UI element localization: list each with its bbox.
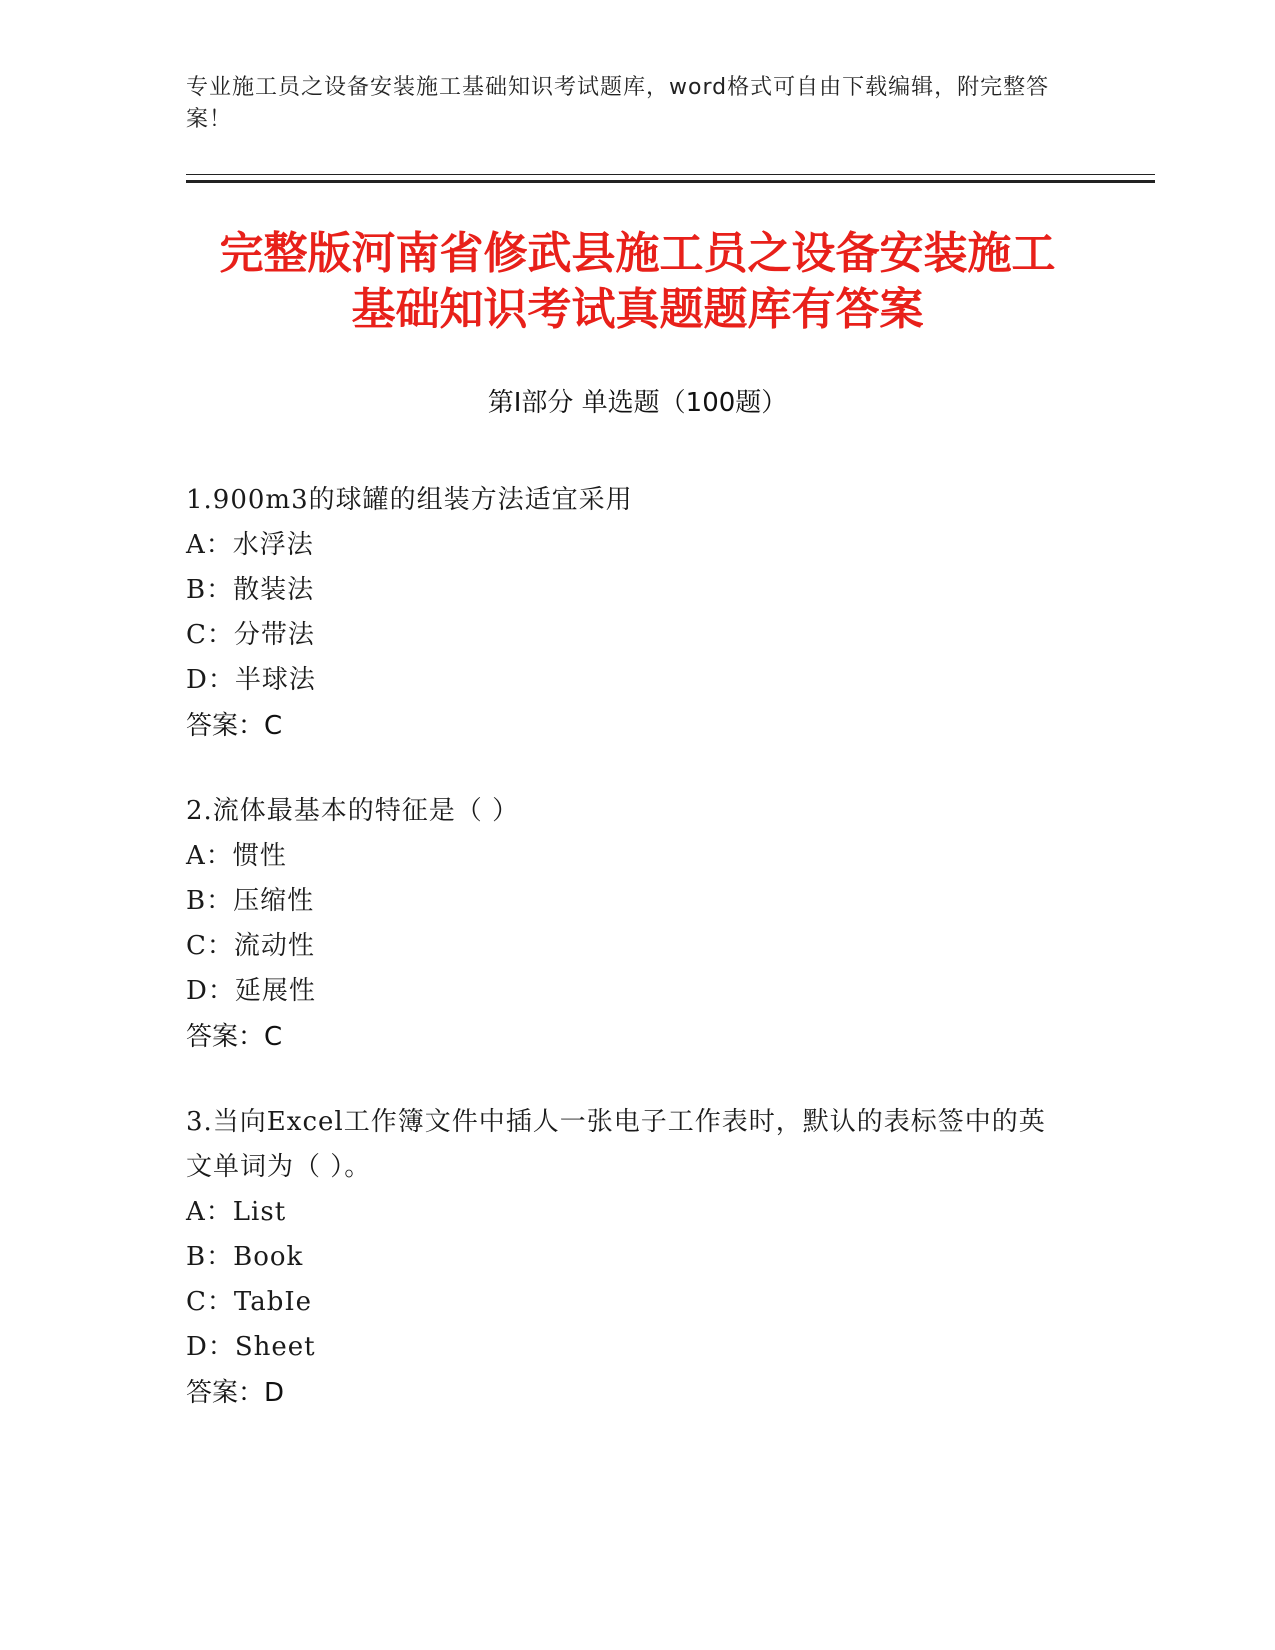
option-c: C：TabIe [186, 1287, 313, 1317]
option-b: B：压缩性 [186, 886, 315, 916]
section-title: 第I部分 单选题（100题） [487, 388, 788, 418]
answer: 答案：C [186, 1022, 283, 1052]
option-b: B：散装法 [186, 575, 315, 605]
option-c: C：流动性 [186, 931, 315, 961]
question-stem: 3.当向Excel工作簿文件中插人一张电子工作表时，默认的表标签中的英文单词为（ ）。 [186, 1107, 1046, 1182]
answer: 答案：D [186, 1378, 285, 1408]
header-note: 专业施工员之设备安装施工基础知识考试题库，word格式可自由下载编辑，附完整答案！ [186, 75, 1050, 132]
option-a: A：水浮法 [186, 530, 314, 560]
option-d: D：半球法 [186, 665, 316, 695]
option-d: D：Sheet [186, 1332, 316, 1362]
question-list [186, 478, 1066, 1456]
question-stem: 1.900m3的球罐的组装方法适宜采用 [186, 485, 633, 515]
header-rule-thick [186, 180, 1155, 183]
answer: 答案：C [186, 711, 283, 741]
option-c: C：分带法 [186, 620, 315, 650]
option-b: B：Book [186, 1242, 304, 1272]
question-2 [186, 789, 1066, 1060]
question-1 [186, 478, 1066, 749]
header-rule-thin [186, 174, 1155, 175]
option-d: D：延展性 [186, 976, 316, 1006]
question-stem: 2.流体最基本的特征是（ ） [186, 796, 520, 826]
document-title [120, 226, 1155, 338]
option-a: A：List [186, 1197, 287, 1227]
document-title-line-2: 基础知识考试真题题库有答案 [351, 284, 924, 335]
document-title-line-1: 完整版河南省修武县施工员之设备安装施工 [219, 228, 1056, 279]
question-3 [186, 1100, 1066, 1416]
option-a: A：惯性 [186, 841, 287, 871]
